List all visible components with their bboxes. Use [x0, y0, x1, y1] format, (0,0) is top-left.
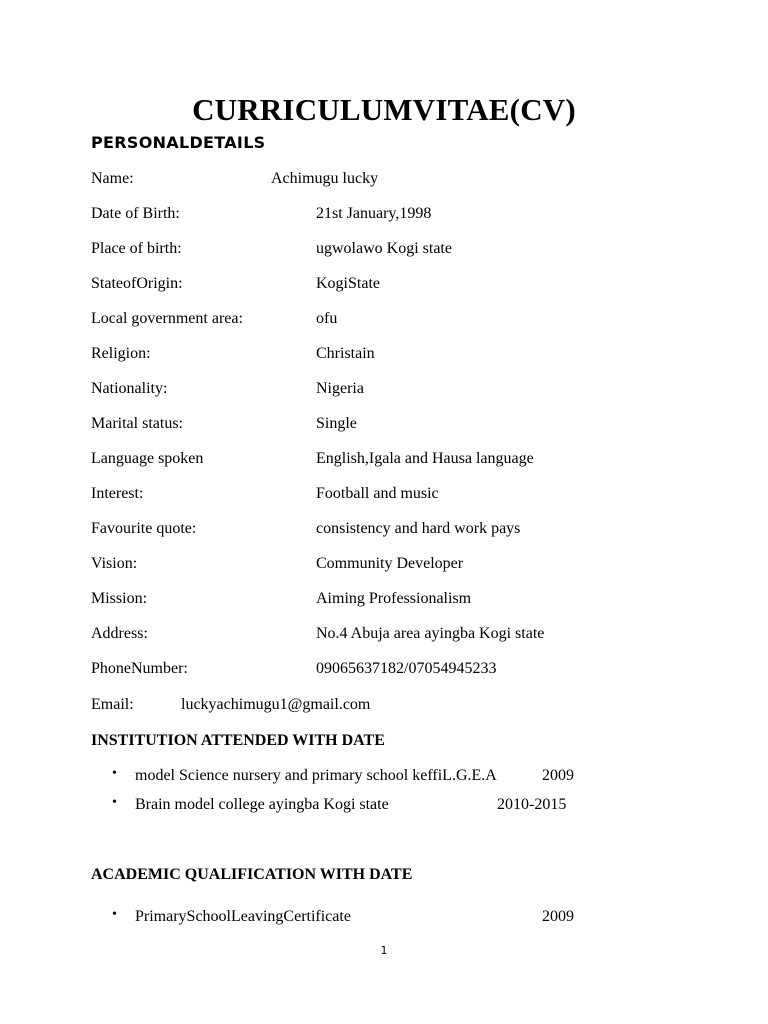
detail-value: Single: [316, 415, 357, 432]
detail-label: Address:: [91, 625, 148, 642]
detail-label: Place of birth:: [91, 240, 182, 257]
detail-label: Local government area:: [91, 310, 243, 327]
detail-value: Achimugu lucky: [271, 170, 379, 187]
detail-value: Nigeria: [316, 380, 364, 397]
detail-label: Interest:: [91, 485, 144, 502]
detail-value: 21st January,1998: [316, 205, 432, 222]
detail-label: PhoneNumber:: [91, 660, 188, 677]
detail-value: Football and music: [316, 485, 439, 502]
bullet-icon: •: [112, 795, 117, 810]
detail-value: English,Igala and Hausa language: [316, 450, 534, 467]
list-item-text: model Science nursery and primary school keffiL.G.E.A: [135, 767, 497, 784]
list-item-date: 2009: [542, 767, 574, 784]
detail-label: Name:: [91, 170, 134, 187]
detail-value: 09065637182/07054945233: [316, 660, 497, 677]
detail-value: Christain: [316, 345, 375, 362]
detail-label: Religion:: [91, 345, 151, 362]
personal-details-heading: PERSONALDETAILS: [91, 133, 266, 152]
detail-value: ugwolawo Kogi state: [316, 240, 452, 257]
list-item-text: Brain model college ayingba Kogi state: [135, 796, 389, 813]
detail-value: Aiming Professionalism: [316, 590, 472, 607]
detail-label: Marital status:: [91, 415, 183, 432]
detail-value: consistency and hard work pays: [316, 520, 521, 537]
detail-label: StateofOrigin:: [91, 275, 183, 292]
qualification-heading: ACADEMIC QUALIFICATION WITH DATE: [91, 866, 413, 883]
detail-label: Nationality:: [91, 380, 168, 397]
detail-label: Mission:: [91, 590, 148, 607]
list-item-text: PrimarySchoolLeavingCertificate: [135, 908, 351, 925]
detail-value: No.4 Abuja area ayingba Kogi state: [316, 625, 545, 642]
bullet-icon: •: [112, 907, 117, 922]
detail-value: luckyachimugu1@gmail.com: [181, 696, 371, 713]
detail-label: Date of Birth:: [91, 205, 180, 222]
detail-value: KogiState: [316, 275, 380, 292]
detail-label: Email:: [91, 696, 134, 713]
page-title: CURRICULUMVITAE(CV): [192, 92, 576, 127]
bullet-icon: •: [112, 766, 117, 781]
page-number: 1: [380, 944, 388, 957]
list-item-date: 2010-2015: [497, 796, 567, 813]
detail-label: Favourite quote:: [91, 520, 197, 537]
detail-label: Language spoken: [91, 450, 204, 467]
institution-heading: INSTITUTION ATTENDED WITH DATE: [91, 732, 385, 749]
list-item-date: 2009: [542, 908, 574, 925]
detail-value: Community Developer: [316, 555, 464, 572]
detail-value: ofu: [316, 310, 338, 327]
detail-label: Vision:: [91, 555, 138, 572]
